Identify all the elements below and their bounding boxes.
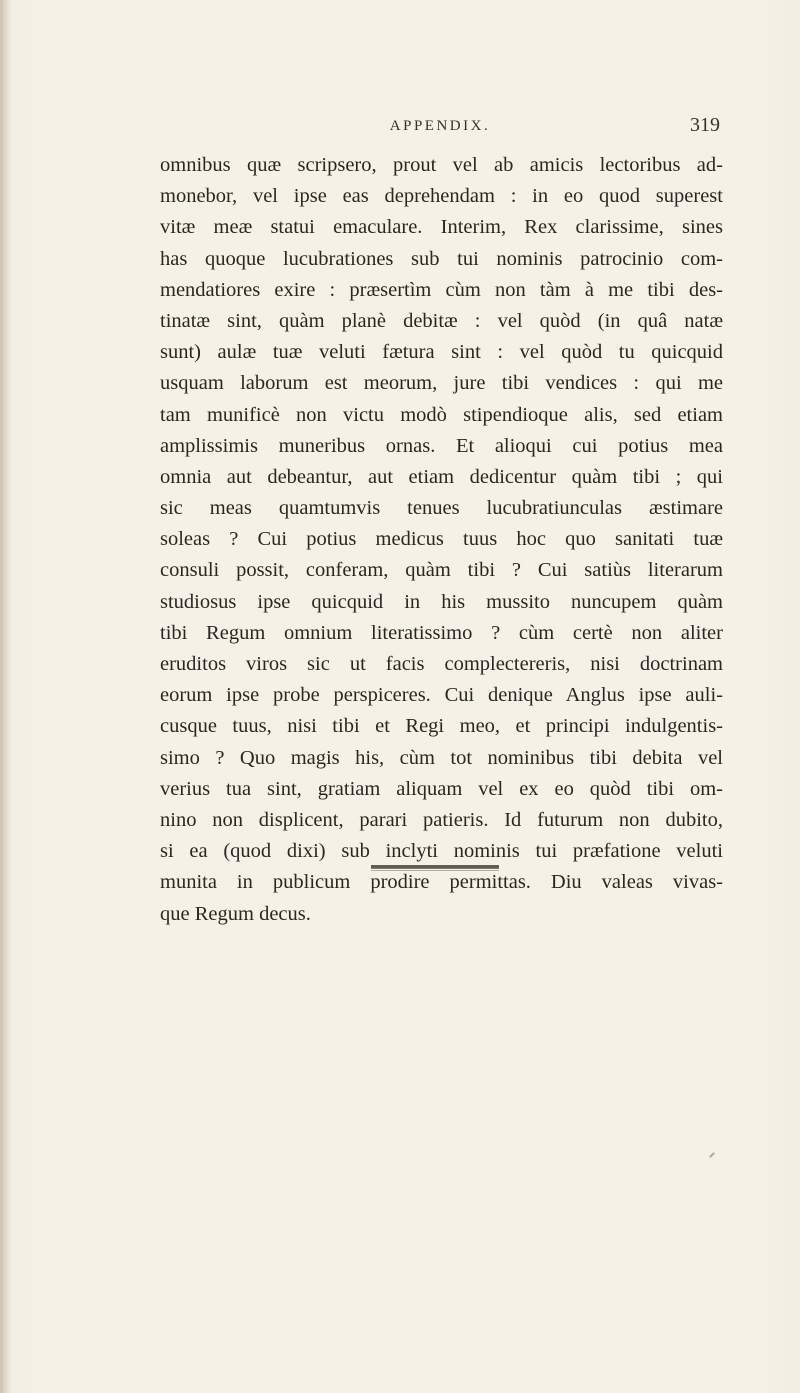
- text-line: nino non displicent, parari patieris. Id futurum non dubito,: [160, 808, 723, 831]
- text-line: omnibus quæ scripsero, prout vel ab amicis lectoribus ad-: [160, 154, 723, 176]
- text-line: sic meas quamtumvis tenues lucubratiunculas æstimare: [160, 497, 723, 520]
- text-line: simo ? Quo magis his, cùm tot nominibus tibi debita vel: [160, 746, 723, 769]
- end-rule-shadow: [371, 870, 499, 871]
- text-line: sunt) aulæ tuæ veluti fætura sint : vel quòd tu quicquid: [160, 341, 723, 364]
- ink-speck: [709, 1152, 715, 1158]
- text-line: tam munificè non victu modò stipendioque alis, sed etiam: [160, 403, 723, 426]
- text-line: cusque tuus, nisi tibi et Regi meo, et principi indulgentis-: [160, 715, 723, 738]
- text-line: monebor, vel ipse eas deprehendam : in eo quod superest: [160, 185, 723, 208]
- text-line: eruditos viros sic ut facis complectereris, nisi doctrinam: [160, 653, 723, 675]
- text-line: tinatæ sint, quàm planè debitæ : vel quòd (in quâ natæ: [160, 309, 723, 332]
- running-title: APPENDIX.: [389, 118, 491, 134]
- text-line: verius tua sint, gratiam aliquam vel ex eo quòd tibi om-: [160, 777, 723, 800]
- text-line: vitæ meæ statui emaculare. Interim, Rex clarissime, sines: [160, 216, 723, 239]
- gutter-shadow: [3, 0, 11, 1393]
- text-line: mendatiores exire : præsertìm cùm non tàm à me tibi des-: [160, 278, 723, 301]
- body-text: [160, 150, 723, 930]
- text-line: amplissimis muneribus ornas. Et alioqui cui potius mea: [160, 434, 723, 457]
- text-line: usquam laborum est meorum, jure tibi vendices : qui me: [160, 372, 723, 395]
- text-line: tibi Regum omnium literatissimo ? cùm certè non aliter: [160, 621, 723, 644]
- text-line-last: que Regum decus.: [160, 902, 311, 925]
- text-line: munita in publicum prodire permittas. Diu valeas vivas-: [160, 871, 723, 894]
- text-line: si ea (quod dixi) sub inclyti nominis tui præfatione veluti: [160, 840, 723, 863]
- text-line: omnia aut debeantur, aut etiam dedicentur quàm tibi ; qui: [160, 465, 723, 488]
- text-line: has quoque lucubrationes sub tui nominis patrocinio com-: [160, 247, 723, 270]
- text-line: eorum ipse probe perspiceres. Cui denique Anglus ipse auli-: [160, 684, 723, 707]
- running-head: [160, 114, 720, 144]
- text-line: soleas ? Cui potius medicus tuus hoc quo sanitati tuæ: [160, 528, 723, 551]
- end-rule: [371, 865, 499, 869]
- text-line: consuli possit, conferam, quàm tibi ? Cui satiùs literarum: [160, 559, 723, 582]
- page-number: 319: [690, 114, 720, 136]
- text-line: studiosus ipse quicquid in his mussito nuncupem quàm: [160, 590, 723, 613]
